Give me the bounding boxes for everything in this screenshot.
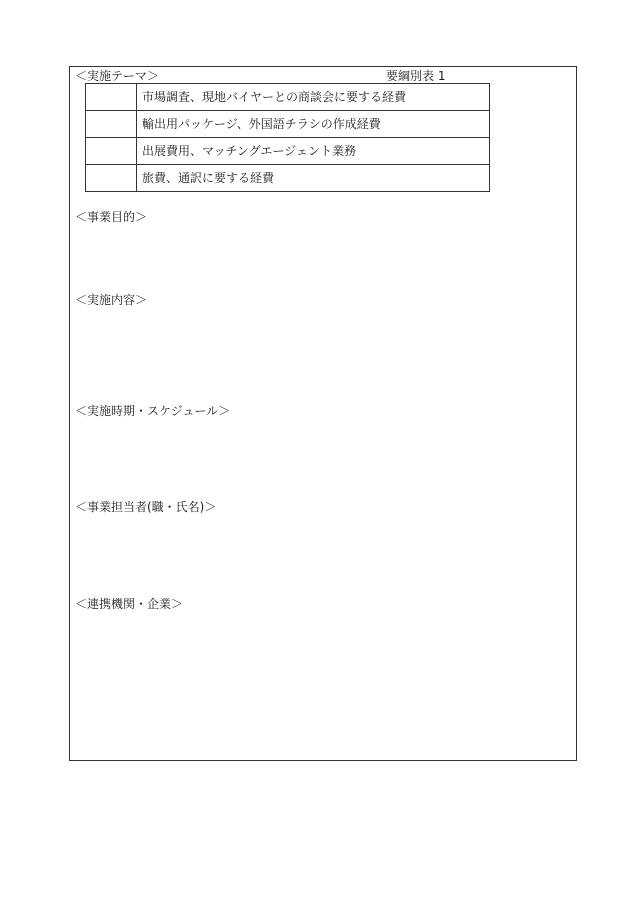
- table-row: [86, 111, 490, 138]
- theme-checkbox-cell[interactable]: [86, 138, 137, 165]
- section-heading-purpose: ＜事業目的＞: [75, 210, 148, 224]
- theme-checkbox-cell[interactable]: [86, 84, 137, 111]
- table-row: [86, 138, 490, 165]
- theme-checkbox-cell[interactable]: [86, 111, 137, 138]
- form-frame: [69, 66, 577, 761]
- section-heading-content: ＜実施内容＞: [75, 293, 148, 307]
- appendix-label: 要綱別表 1: [386, 69, 446, 83]
- theme-heading: ＜実施テーマ＞: [75, 69, 160, 83]
- theme-item: 旅費、通訳に要する経費: [137, 165, 490, 192]
- table-row: [86, 84, 490, 111]
- theme-item: 輸出用パッケージ、外国語チラシの作成経費: [137, 111, 490, 138]
- section-heading-schedule: ＜実施時期・スケジュール＞: [75, 404, 231, 418]
- theme-table: [85, 83, 490, 192]
- theme-item: 出展費用、マッチングエージェント業務: [137, 138, 490, 165]
- table-row: [86, 165, 490, 192]
- section-heading-person: ＜事業担当者(職・氏名)＞: [75, 500, 217, 514]
- section-heading-partner: ＜連携機関・企業＞: [75, 597, 184, 611]
- theme-item: 市場調査、現地バイヤーとの商談会に要する経費: [137, 84, 490, 111]
- theme-checkbox-cell[interactable]: [86, 165, 137, 192]
